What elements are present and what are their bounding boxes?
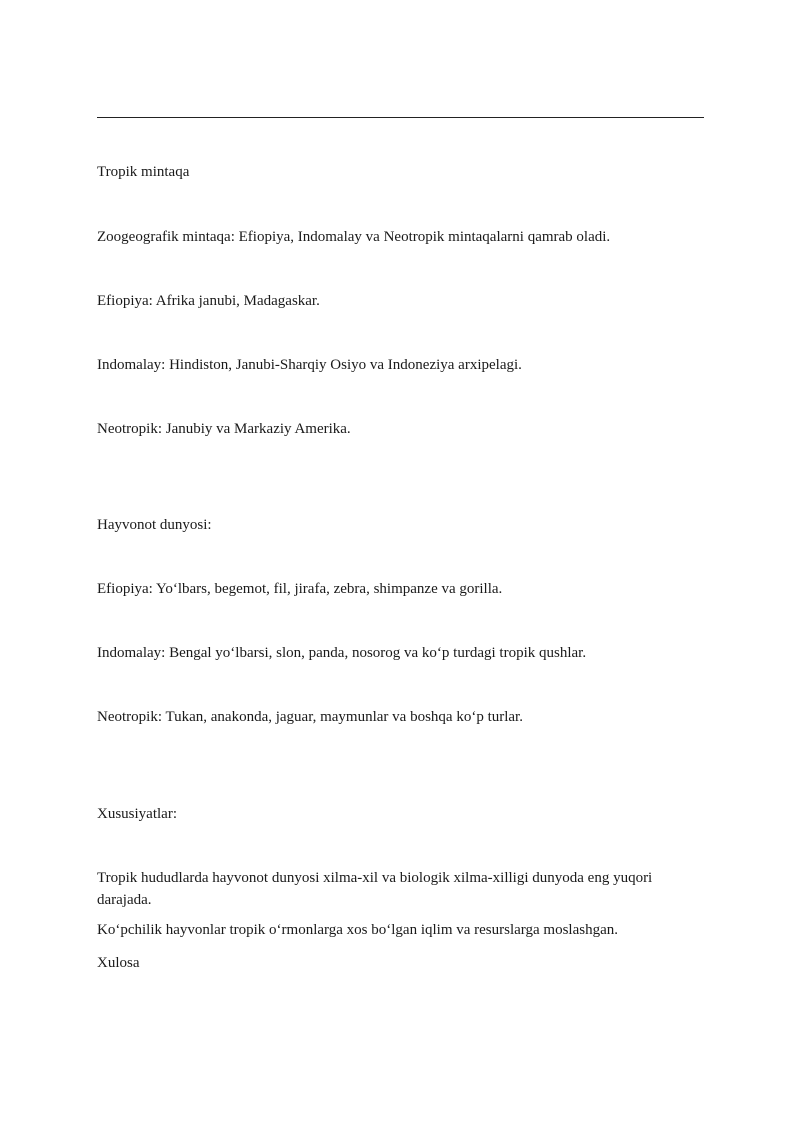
paragraph-fauna-indomalayan: Indomalay: Bengal yoʻlbarsi, slon, panda, nosorog va koʻp turdagi tropik qushlar. — [97, 645, 587, 661]
section-heading-conclusion: Xulosa — [97, 955, 140, 971]
paragraph-fauna-ethiopian: Efiopiya: Yoʻlbars, begemot, fil, jirafa, zebra, shimpanze va gorilla. — [97, 581, 503, 597]
section-heading-tropical-zone: Tropik mintaqa — [97, 164, 190, 180]
paragraph-region-neotropical: Neotropik: Janubiy va Markaziy Amerika. — [97, 421, 351, 437]
paragraph-feature-adaptation: Koʻpchilik hayvonlar tropik oʻrmonlarga xos boʻlgan iqlim va resurslarga moslashgan. — [97, 922, 619, 938]
section-heading-fauna: Hayvonot dunyosi: — [97, 517, 212, 533]
paragraph-fauna-neotropical: Neotropik: Tukan, anakonda, jaguar, maymunlar va boshqa koʻp turlar. — [97, 709, 523, 725]
paragraph-regions-intro: Zoogeografik mintaqa: Efiopiya, Indomalay va Neotropik mintaqalarni qamrab oladi. — [97, 229, 611, 245]
paragraph-feature-biodiversity: Tropik hududlarda hayvonot dunyosi xilma-xil va biologik xilma-xilligi dunyoda eng yuqori darajada. — [97, 870, 653, 908]
horizontal-rule — [97, 117, 704, 118]
paragraph-region-indomalayan: Indomalay: Hindiston, Janubi-Sharqiy Osiyo va Indoneziya arxipelagi. — [97, 357, 522, 373]
section-heading-features: Xususiyatlar: — [97, 806, 177, 822]
paragraph-region-ethiopian: Efiopiya: Afrika janubi, Madagaskar. — [97, 293, 320, 309]
